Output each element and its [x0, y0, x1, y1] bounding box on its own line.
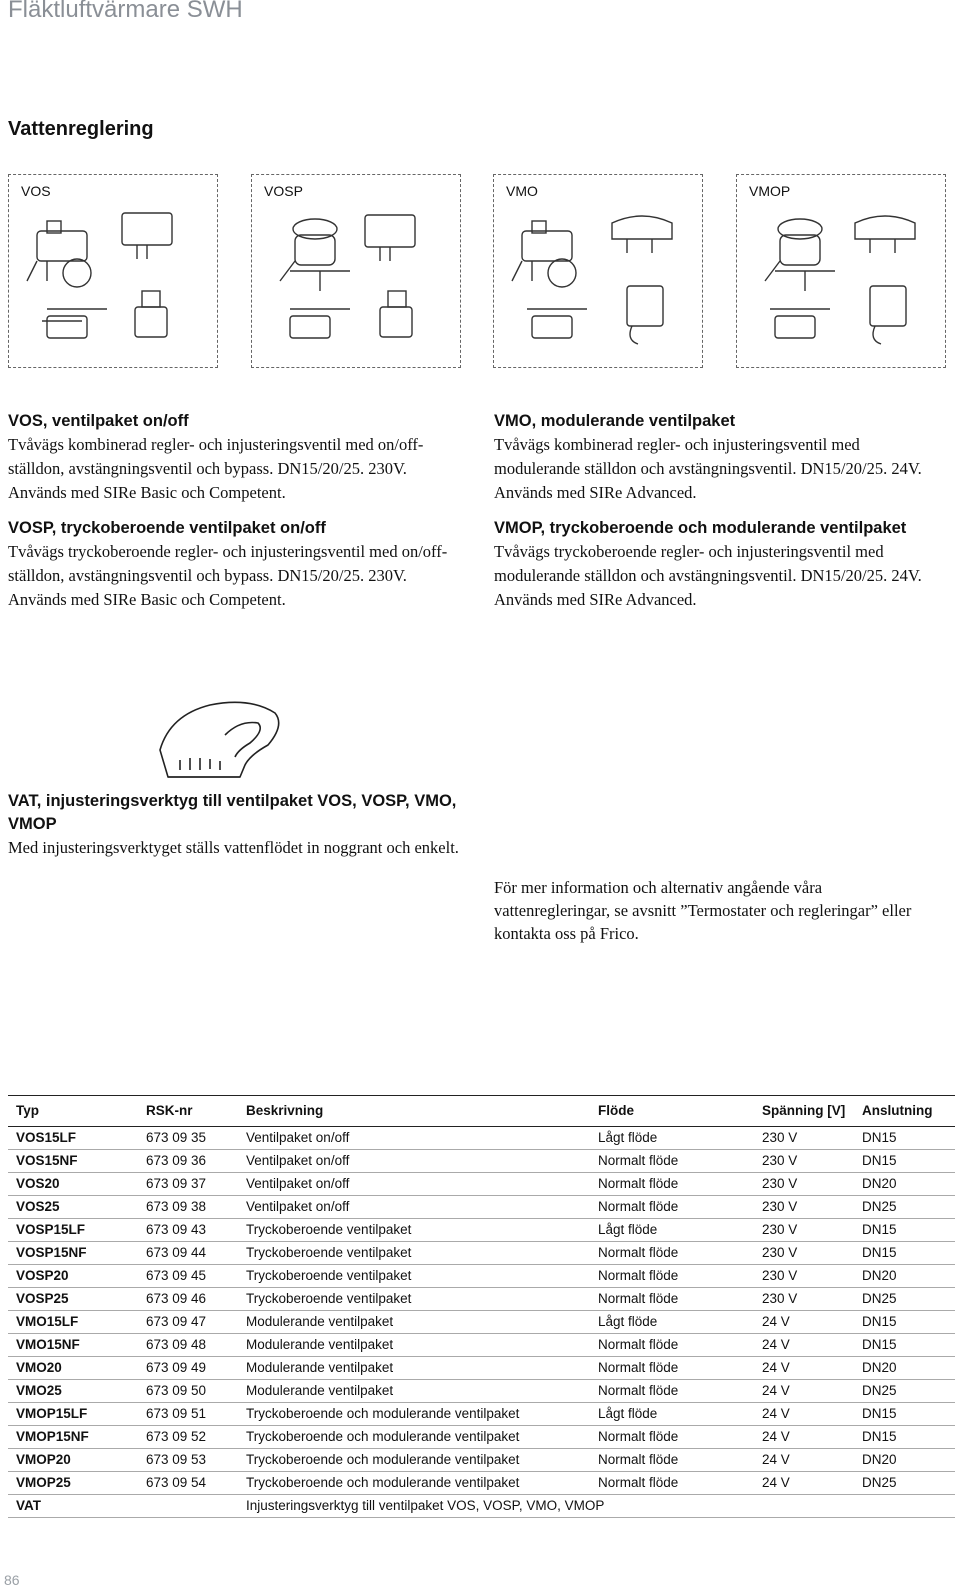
vat-tool-illustration: [150, 695, 300, 785]
table-row: [8, 1380, 955, 1403]
col-anslutning: Anslutning: [854, 1096, 955, 1127]
vat-description: [8, 790, 468, 860]
cell-rsk: 673 09 44: [138, 1242, 238, 1265]
cell-typ: VMO15LF: [8, 1311, 138, 1334]
cell-beskrivning: Modulerande ventilpaket: [238, 1357, 590, 1380]
cell-beskrivning: Tryckoberoende ventilpaket: [238, 1219, 590, 1242]
cell-anslutning: DN15: [854, 1127, 955, 1150]
table-row: [8, 1196, 955, 1219]
table-row: [8, 1311, 955, 1334]
cell-rsk: 673 09 37: [138, 1173, 238, 1196]
table-row: [8, 1219, 955, 1242]
cell-flode: Normalt flöde: [590, 1472, 754, 1495]
cell-spanning: 230 V: [754, 1288, 854, 1311]
cell-rsk: 673 09 46: [138, 1288, 238, 1311]
cell-beskrivning: Modulerande ventilpaket: [238, 1334, 590, 1357]
table-body: [8, 1127, 955, 1518]
table-row: [8, 1150, 955, 1173]
cell-rsk: 673 09 51: [138, 1403, 238, 1426]
cell-spanning: 230 V: [754, 1265, 854, 1288]
cell-spanning: 24 V: [754, 1403, 854, 1426]
vosp-heading: VOSP, tryckoberoende ventilpaket on/off: [8, 519, 326, 537]
product-box-vos: [8, 174, 218, 368]
vosp-text: Tvåvägs tryckoberoende regler- och injusteringsventil med on/off-ställdon, avstängningsventil och bypass. DN15/20/25. 230V. Används med SIRe Basic och Competent.: [8, 542, 448, 609]
cell-typ: VOSP20: [8, 1265, 138, 1288]
cell-anslutning: DN25: [854, 1288, 955, 1311]
left-descriptions: [8, 410, 458, 624]
product-table: [8, 1095, 955, 1518]
cell-rsk: 673 09 36: [138, 1150, 238, 1173]
table-row: [8, 1265, 955, 1288]
cell-rsk: 673 09 47: [138, 1311, 238, 1334]
cell-anslutning: DN25: [854, 1472, 955, 1495]
table-row: [8, 1288, 955, 1311]
col-spanning: Spänning [V]: [754, 1096, 854, 1127]
cell-beskrivning: Injusteringsverktyg till ventilpaket VOS, VOSP, VMO, VMOP: [238, 1495, 955, 1518]
cell-beskrivning: Tryckoberoende och modulerande ventilpaket: [238, 1472, 590, 1495]
cell-rsk: 673 09 43: [138, 1219, 238, 1242]
page-number: 86: [4, 1572, 20, 1588]
cell-beskrivning: Ventilpaket on/off: [238, 1173, 590, 1196]
table-row: [8, 1357, 955, 1380]
cell-spanning: 230 V: [754, 1150, 854, 1173]
cell-flode: Normalt flöde: [590, 1426, 754, 1449]
cell-flode: Normalt flöde: [590, 1196, 754, 1219]
cell-rsk: 673 09 35: [138, 1127, 238, 1150]
col-flode: Flöde: [590, 1096, 754, 1127]
vos-valve-illustration: [17, 201, 211, 361]
cell-typ: VMOP25: [8, 1472, 138, 1495]
cell-spanning: 24 V: [754, 1472, 854, 1495]
table-row: [8, 1449, 955, 1472]
cell-typ: VMO15NF: [8, 1334, 138, 1357]
cell-typ: VMOP15LF: [8, 1403, 138, 1426]
product-label: VMOP: [749, 183, 791, 199]
cell-flode: Lågt flöde: [590, 1219, 754, 1242]
cell-rsk: 673 09 53: [138, 1449, 238, 1472]
cell-beskrivning: Tryckoberoende och modulerande ventilpaket: [238, 1403, 590, 1426]
cell-flode: Normalt flöde: [590, 1357, 754, 1380]
cell-typ: VMO25: [8, 1380, 138, 1403]
cell-typ: VOS25: [8, 1196, 138, 1219]
cell-flode: Lågt flöde: [590, 1127, 754, 1150]
cell-spanning: 230 V: [754, 1127, 854, 1150]
cell-typ: VMOP15NF: [8, 1426, 138, 1449]
vmop-valve-illustration: [745, 201, 939, 361]
cell-spanning: 24 V: [754, 1380, 854, 1403]
cell-typ: VOS15LF: [8, 1127, 138, 1150]
cell-anslutning: DN15: [854, 1219, 955, 1242]
table-row: [8, 1495, 955, 1518]
product-label: VMO: [506, 183, 538, 199]
product-box-vmo: [493, 174, 703, 368]
vosp-valve-illustration: [260, 201, 454, 361]
cell-flode: Normalt flöde: [590, 1449, 754, 1472]
cell-spanning: 24 V: [754, 1357, 854, 1380]
col-rsk: RSK-nr: [138, 1096, 238, 1127]
vmo-text: Tvåvägs kombinerad regler- och injusteringsventil med modulerande ställdon och avstängningsventil. DN15/20/25. 24V. Används med SIRe Advanced.: [494, 435, 922, 502]
more-info-text: För mer information och alternativ angående våra vattenregleringar, se avsnitt ”Termostater och regleringar” eller kontakta oss på Frico.: [494, 878, 912, 943]
cell-spanning: 230 V: [754, 1173, 854, 1196]
cell-flode: Normalt flöde: [590, 1288, 754, 1311]
table-header-row: [8, 1096, 955, 1127]
cell-beskrivning: Ventilpaket on/off: [238, 1150, 590, 1173]
cell-beskrivning: Tryckoberoende ventilpaket: [238, 1242, 590, 1265]
cell-flode: Normalt flöde: [590, 1380, 754, 1403]
cell-flode: Lågt flöde: [590, 1403, 754, 1426]
cell-spanning: 230 V: [754, 1242, 854, 1265]
cell-anslutning: DN15: [854, 1403, 955, 1426]
vat-heading: VAT, injusteringsverktyg till ventilpaket VOS, VOSP, VMO, VMOP: [8, 792, 457, 833]
vos-text: Tvåvägs kombinerad regler- och injusteringsventil med on/off-ställdon, avstängningsventil och bypass. DN15/20/25. 230V. Används med SIRe Basic och Competent.: [8, 435, 424, 502]
cell-beskrivning: Ventilpaket on/off: [238, 1196, 590, 1219]
cell-flode: Lågt flöde: [590, 1311, 754, 1334]
cell-rsk: 673 09 48: [138, 1334, 238, 1357]
table-row: [8, 1127, 955, 1150]
table-row: [8, 1403, 955, 1426]
cell-anslutning: DN15: [854, 1150, 955, 1173]
cell-rsk: 673 09 49: [138, 1357, 238, 1380]
cell-flode: Normalt flöde: [590, 1242, 754, 1265]
cell-anslutning: DN20: [854, 1449, 955, 1472]
cell-beskrivning: Ventilpaket on/off: [238, 1127, 590, 1150]
cell-anslutning: DN25: [854, 1380, 955, 1403]
cell-typ: VAT: [8, 1495, 138, 1518]
cell-beskrivning: Modulerande ventilpaket: [238, 1311, 590, 1334]
right-descriptions: [494, 410, 949, 624]
cell-typ: VOS20: [8, 1173, 138, 1196]
cell-anslutning: DN25: [854, 1196, 955, 1219]
cell-typ: VMO20: [8, 1357, 138, 1380]
cell-typ: VOSP25: [8, 1288, 138, 1311]
vmo-valve-illustration: [502, 201, 696, 361]
cell-flode: Normalt flöde: [590, 1334, 754, 1357]
cell-anslutning: DN15: [854, 1334, 955, 1357]
cell-rsk: 673 09 38: [138, 1196, 238, 1219]
cell-anslutning: DN20: [854, 1173, 955, 1196]
table-row: [8, 1242, 955, 1265]
cell-typ: VOSP15LF: [8, 1219, 138, 1242]
cell-rsk: 673 09 50: [138, 1380, 238, 1403]
cell-spanning: 230 V: [754, 1219, 854, 1242]
vat-text: Med injusteringsverktyget ställs vattenflödet in noggrant och enkelt.: [8, 838, 459, 857]
cell-typ: VMOP20: [8, 1449, 138, 1472]
cell-beskrivning: Tryckoberoende och modulerande ventilpaket: [238, 1426, 590, 1449]
table-row: [8, 1334, 955, 1357]
cell-anslutning: DN20: [854, 1357, 955, 1380]
cell-spanning: 24 V: [754, 1426, 854, 1449]
product-box-vmop: [736, 174, 946, 368]
cell-anslutning: DN20: [854, 1265, 955, 1288]
vmop-heading: VMOP, tryckoberoende och modulerande ventilpaket: [494, 519, 907, 537]
cell-beskrivning: Tryckoberoende och modulerande ventilpaket: [238, 1449, 590, 1472]
cell-beskrivning: Tryckoberoende ventilpaket: [238, 1265, 590, 1288]
header-title: Fläktluftvärmare SWH: [8, 0, 243, 23]
product-box-vosp: [251, 174, 461, 368]
cell-spanning: 24 V: [754, 1449, 854, 1472]
cell-rsk: 673 09 54: [138, 1472, 238, 1495]
cell-typ: VOS15NF: [8, 1150, 138, 1173]
cell-flode: Normalt flöde: [590, 1173, 754, 1196]
cell-rsk: 673 09 45: [138, 1265, 238, 1288]
product-label: VOSP: [264, 183, 303, 199]
product-label: VOS: [21, 183, 51, 199]
vmo-heading: VMO, modulerande ventilpaket: [494, 412, 736, 430]
cell-rsk: [138, 1495, 238, 1518]
cell-spanning: 24 V: [754, 1334, 854, 1357]
vos-heading: VOS, ventilpaket on/off: [8, 412, 189, 430]
cell-anslutning: DN15: [854, 1311, 955, 1334]
cell-flode: Normalt flöde: [590, 1265, 754, 1288]
cell-spanning: 24 V: [754, 1311, 854, 1334]
col-beskrivning: Beskrivning: [238, 1096, 590, 1127]
cell-rsk: 673 09 52: [138, 1426, 238, 1449]
col-typ: Typ: [8, 1096, 138, 1127]
table-row: [8, 1426, 955, 1449]
vmop-text: Tvåvägs tryckoberoende regler- och injusteringsventil med modulerande ställdon och avstängningsventil. DN15/20/25. 24V. Används med SIRe Advanced.: [494, 542, 922, 609]
table-row: [8, 1472, 955, 1495]
cell-typ: VOSP15NF: [8, 1242, 138, 1265]
table-row: [8, 1173, 955, 1196]
cell-beskrivning: Tryckoberoende ventilpaket: [238, 1288, 590, 1311]
cell-spanning: 230 V: [754, 1196, 854, 1219]
cell-anslutning: DN15: [854, 1242, 955, 1265]
cell-anslutning: DN15: [854, 1426, 955, 1449]
cell-flode: Normalt flöde: [590, 1150, 754, 1173]
cell-beskrivning: Modulerande ventilpaket: [238, 1380, 590, 1403]
section-title: Vattenreglering: [8, 118, 154, 140]
